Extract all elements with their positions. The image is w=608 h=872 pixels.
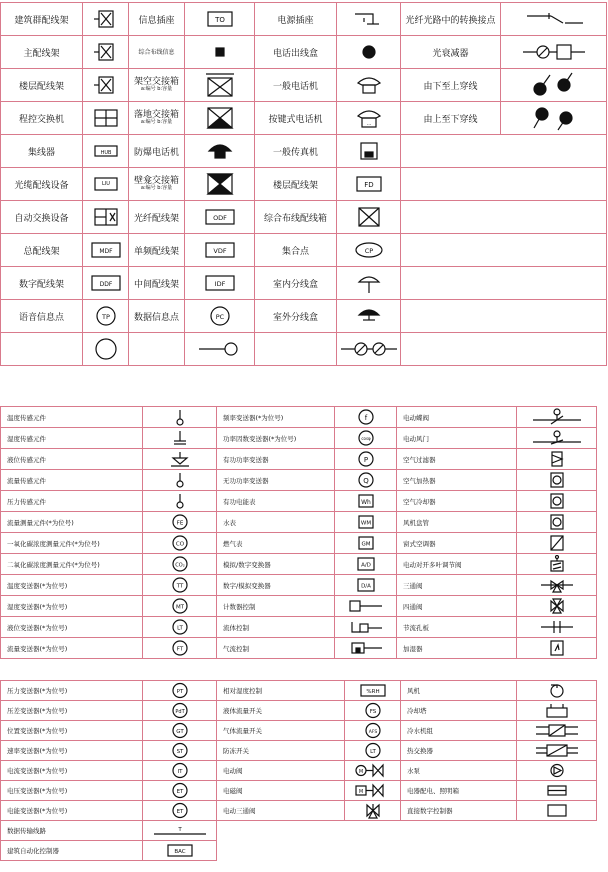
line-circle-icon xyxy=(185,333,255,366)
cell-empty xyxy=(401,135,607,168)
cell-label: 气体流量开关 xyxy=(217,721,345,741)
reactive-power-transmitter-icon xyxy=(335,470,397,491)
cell-label: 温度变送器(*为位号) xyxy=(1,575,143,596)
cell-label: 液位传感元件 xyxy=(1,449,143,470)
motorized-butterfly-valve-icon xyxy=(517,407,597,428)
symbol-text: A/D xyxy=(360,562,371,569)
wire-up-icon xyxy=(501,69,607,102)
co-icon xyxy=(143,533,217,554)
symbol-text: TO xyxy=(214,16,225,24)
cell-label: 热交换器 xyxy=(401,741,517,761)
cell-label: 数据传输线路 xyxy=(1,821,143,841)
overhead-cabinet-icon xyxy=(185,69,255,102)
symbol-text: DDF xyxy=(99,281,112,288)
cell-label: 楼层配线架 xyxy=(1,69,83,102)
cell-label: 空气过滤器 xyxy=(397,449,517,470)
fs-icon xyxy=(345,701,401,721)
watt-hour-meter-icon xyxy=(335,491,397,512)
table-row xyxy=(1,102,607,135)
cell-label: 光衰减器 xyxy=(401,36,501,69)
fe-icon xyxy=(143,512,217,533)
cell-label: 电动阀 xyxy=(217,761,345,781)
cell-label: 语音信息点 xyxy=(1,300,83,333)
mt-icon xyxy=(143,596,217,617)
table-row xyxy=(1,512,597,533)
cell-label: 有功功率变送器 xyxy=(217,449,335,470)
gas-meter-icon xyxy=(335,533,397,554)
wall-cabinet-icon xyxy=(185,168,255,201)
et-icon xyxy=(143,781,217,801)
cell-label: 流量测量元件(*为位号) xyxy=(1,512,143,533)
cell-label: 风机盘管 xyxy=(397,512,517,533)
cell-empty xyxy=(401,201,607,234)
air-cooler-icon xyxy=(517,491,597,512)
fan-coil-icon xyxy=(517,512,597,533)
co2-icon xyxy=(143,554,217,575)
cell-label: 频率变送器(*为位号) xyxy=(217,407,335,428)
cell-label: 功率因数变送器(*为位号) xyxy=(217,428,335,449)
symbol-text: GT xyxy=(175,729,184,735)
cell-label: 流量变送器(*为位号) xyxy=(1,638,143,659)
symbol-text: f xyxy=(364,414,367,422)
symbol-text: ET xyxy=(176,789,183,795)
cell-label: 由上至下穿线 xyxy=(401,102,501,135)
cell-label: 空气加热器 xyxy=(397,470,517,491)
symbol-text: cosφ xyxy=(360,436,371,441)
symbol-text: PC xyxy=(215,313,224,321)
cell-label: 数字配线架 xyxy=(1,267,83,300)
symbol-text: LT xyxy=(369,749,376,755)
cell-label: 窗式空调器 xyxy=(397,533,517,554)
chiller-icon xyxy=(517,721,597,741)
cell-label: 流量传感元件 xyxy=(1,470,143,491)
cell-label: 数据信息点 xyxy=(129,300,185,333)
symbol-text: CO xyxy=(175,541,184,548)
pt-icon xyxy=(143,681,217,701)
pc-icon xyxy=(185,300,255,333)
cell-label: 电动三通阀 xyxy=(217,801,345,821)
cell-empty xyxy=(217,821,597,841)
filled-square-icon xyxy=(185,36,255,69)
cell-label: 气流控制 xyxy=(217,638,335,659)
symbol-text: M xyxy=(358,789,363,795)
table-row xyxy=(1,428,597,449)
liu-icon xyxy=(83,168,129,201)
cell-label: 有功电能表 xyxy=(217,491,335,512)
idf-icon xyxy=(185,267,255,300)
orifice-plate-icon xyxy=(517,617,597,638)
table-row xyxy=(1,267,607,300)
hub-icon xyxy=(83,135,129,168)
table-row xyxy=(1,781,597,801)
cell-empty xyxy=(217,841,597,861)
cell-label: 综合布线配线箱 xyxy=(255,201,337,234)
table-row xyxy=(1,701,597,721)
temperature-sensor-icon xyxy=(143,407,217,428)
table-row xyxy=(1,841,597,861)
cell-label: 温度传感元件 xyxy=(1,407,143,428)
cell-label: 中间配线架 xyxy=(129,267,185,300)
telephone-icon xyxy=(337,69,401,102)
cell-label: 一般电话机 xyxy=(255,69,337,102)
cell-label: 水泵 xyxy=(401,761,517,781)
solenoid-valve-icon xyxy=(345,781,401,801)
cell-label: 单频配线架 xyxy=(129,234,185,267)
cell-label: 数字/模拟变换器 xyxy=(217,575,335,596)
cell-label: 电动对开多叶调节阀 xyxy=(397,554,517,575)
st-icon xyxy=(143,741,217,761)
et-icon xyxy=(143,801,217,821)
cell-label: 电动风门 xyxy=(397,428,517,449)
distribution-frame-icon xyxy=(83,3,129,36)
table-row xyxy=(1,638,597,659)
fiber-connection-icon xyxy=(501,3,607,36)
fluid-control-icon xyxy=(335,617,397,638)
symbol-text: BAC xyxy=(173,849,186,855)
table-row xyxy=(1,69,607,102)
cell-empty xyxy=(401,234,607,267)
cell-label: 水表 xyxy=(217,512,335,533)
cell-label: 冷水机组 xyxy=(401,721,517,741)
flow-sensor-icon xyxy=(143,470,217,491)
cell-label: 防爆电话机 xyxy=(129,135,185,168)
counter-control-icon xyxy=(335,596,397,617)
cell-label: 电压变送器(*为位号) xyxy=(1,781,143,801)
symbol-text: FT xyxy=(176,646,183,653)
cell-label: 燃气表 xyxy=(217,533,335,554)
indoor-junction-icon xyxy=(337,267,401,300)
ft-icon xyxy=(143,638,217,659)
cell-label: 电源插座 xyxy=(255,3,337,36)
symbol-text: ODF xyxy=(212,214,227,222)
fan-icon xyxy=(517,681,597,701)
table-row xyxy=(1,681,597,701)
telecom-symbol-table xyxy=(0,2,607,366)
pressure-sensor-icon xyxy=(143,491,217,512)
cell-label: 建筑自动化控制器 xyxy=(1,841,143,861)
table-row xyxy=(1,761,597,781)
ad-converter-icon xyxy=(335,554,397,575)
distribution-frame-icon xyxy=(83,36,129,69)
table-row xyxy=(1,168,607,201)
humidity-sensor-icon xyxy=(143,428,217,449)
table-row xyxy=(1,617,597,638)
symbol-text: WM xyxy=(360,520,371,527)
cell-label: 压力传感元件 xyxy=(1,491,143,512)
tt-icon xyxy=(143,575,217,596)
cell-label: 液位变送器(*为位号) xyxy=(1,617,143,638)
air-filter-icon xyxy=(517,449,597,470)
cell-empty xyxy=(401,168,607,201)
cell-label: 总配线架 xyxy=(1,234,83,267)
table-row xyxy=(1,135,607,168)
cell-label: 无功功率变送器 xyxy=(217,470,335,491)
symbol-text: ET xyxy=(176,809,183,815)
cell-label: 光纤配线架 xyxy=(129,201,185,234)
motorized-damper-icon xyxy=(517,428,597,449)
svg-text:...: ... xyxy=(366,121,371,127)
cell-label: 架空交接箱 a:编号 b:容量 xyxy=(129,69,185,102)
symbol-text: Q xyxy=(362,477,369,485)
symbol-text: TP xyxy=(101,313,110,321)
bac-icon xyxy=(143,841,217,861)
cell-label: 流体控制 xyxy=(217,617,335,638)
cell-label: 电磁阀 xyxy=(217,781,345,801)
cell-label: 电话出线盒 xyxy=(255,36,337,69)
pdt-icon xyxy=(143,701,217,721)
cell-label: 室外分线盒 xyxy=(255,300,337,333)
distribution-box-icon xyxy=(337,201,401,234)
cell-label: 湿度传感元件 xyxy=(1,428,143,449)
four-way-valve-icon xyxy=(517,596,597,617)
symbol-text: ST xyxy=(176,749,183,755)
symbol-text: CP xyxy=(364,247,373,255)
cell-empty xyxy=(255,333,337,366)
fax-icon xyxy=(337,135,401,168)
symbol-text: MT xyxy=(175,604,184,611)
table-row xyxy=(1,234,607,267)
floor-cabinet-icon xyxy=(185,102,255,135)
distribution-frame-icon xyxy=(83,69,129,102)
it-icon xyxy=(143,761,217,781)
cell-label: 位置变送器(*为位号) xyxy=(1,721,143,741)
cell-label: 综合布线信息 xyxy=(129,36,185,69)
humidifier-icon xyxy=(517,638,597,659)
cell-label: 集线器 xyxy=(1,135,83,168)
table-row xyxy=(1,721,597,741)
symbol-text: FE xyxy=(176,520,183,527)
cell-label: 速率变送器(*为位号) xyxy=(1,741,143,761)
symbol-text: GM xyxy=(360,541,371,548)
pbx-icon xyxy=(83,102,129,135)
table-row xyxy=(1,575,597,596)
outdoor-junction-icon xyxy=(337,300,401,333)
sensor-symbol-table xyxy=(0,406,597,659)
level-sensor-icon xyxy=(143,449,217,470)
table-row xyxy=(1,407,597,428)
table-row xyxy=(1,470,597,491)
power-outlet-icon xyxy=(337,3,401,36)
symbol-text: T xyxy=(177,827,182,833)
telecom-outlet-to-icon xyxy=(185,3,255,36)
explosion-proof-phone-icon xyxy=(185,135,255,168)
odf-icon xyxy=(185,201,255,234)
cell-label: 压差变送器(*为位号) xyxy=(1,701,143,721)
freeze-switch-icon xyxy=(345,741,401,761)
motorized-three-way-valve-icon xyxy=(345,801,401,821)
cell-label: 一般传真机 xyxy=(255,135,337,168)
multi-blade-damper-icon xyxy=(517,554,597,575)
tp-icon xyxy=(83,300,129,333)
cell-empty xyxy=(401,300,607,333)
table-row xyxy=(1,554,597,575)
cell-empty xyxy=(129,333,185,366)
symbol-text: Wh xyxy=(360,499,371,506)
cell-label: 四通阀 xyxy=(397,596,517,617)
table-row xyxy=(1,491,597,512)
attenuator-icon xyxy=(501,36,607,69)
cell-label: 压力变送器(*为位号) xyxy=(1,681,143,701)
vdf-icon xyxy=(185,234,255,267)
table-row xyxy=(1,201,607,234)
table-row xyxy=(1,300,607,333)
cell-label: 自动交换设备 xyxy=(1,201,83,234)
table-row xyxy=(1,801,597,821)
cell-label: 节流孔板 xyxy=(397,617,517,638)
frequency-transmitter-icon xyxy=(335,407,397,428)
cell-label: 空气冷却器 xyxy=(397,491,517,512)
cell-label: 直接数字控制器 xyxy=(401,801,517,821)
window-ac-icon xyxy=(517,533,597,554)
keypad-telephone-icon xyxy=(337,102,401,135)
cell-label: 风机 xyxy=(401,681,517,701)
control-symbol-table xyxy=(0,680,597,861)
power-factor-transmitter-icon xyxy=(335,428,397,449)
cell-label: 落地交接箱 a:编号 b:容量 xyxy=(129,102,185,135)
active-power-transmitter-icon xyxy=(335,449,397,470)
symbol-text: CO₂ xyxy=(174,562,185,569)
water-meter-icon xyxy=(335,512,397,533)
symbol-text: PT xyxy=(176,689,183,695)
cell-label: 防冻开关 xyxy=(217,741,345,761)
filled-circle-icon xyxy=(337,36,401,69)
rh-control-icon xyxy=(345,681,401,701)
cell-label: 湿度变送器(*为位号) xyxy=(1,596,143,617)
airflow-control-icon xyxy=(335,638,397,659)
cell-label: 冷却塔 xyxy=(401,701,517,721)
cp-icon xyxy=(337,234,401,267)
cell-label: 信息插座 xyxy=(129,3,185,36)
symbol-text: LIU xyxy=(101,181,110,187)
cell-label: 加湿器 xyxy=(397,638,517,659)
table-row xyxy=(1,36,607,69)
cell-label: 按键式电话机 xyxy=(255,102,337,135)
symbol-text: TT xyxy=(176,583,183,590)
cell-label: 电动蝶阀 xyxy=(397,407,517,428)
distribution-panel-icon xyxy=(517,781,597,801)
cell-label: 室内分线盒 xyxy=(255,267,337,300)
symbol-text: VDF xyxy=(212,247,227,255)
cell-label: 计数器控制 xyxy=(217,596,335,617)
symbol-text: M xyxy=(358,769,363,775)
cell-label: 壁龛交接箱 a:编号 b:容量 xyxy=(129,168,185,201)
cell-label: 相对湿度控制 xyxy=(217,681,345,701)
cell-label: 三通阀 xyxy=(397,575,517,596)
table-row xyxy=(1,333,607,366)
auto-switch-icon xyxy=(83,201,129,234)
cell-empty xyxy=(401,267,607,300)
symbol-text: FS xyxy=(369,709,376,715)
double-attenuator-icon xyxy=(337,333,401,366)
cell-label: 集合点 xyxy=(255,234,337,267)
motorized-valve-icon xyxy=(345,761,401,781)
cell-label: 电流变送器(*为位号) xyxy=(1,761,143,781)
symbol-text: AFS xyxy=(368,730,377,735)
three-way-valve-icon xyxy=(517,575,597,596)
cooling-tower-icon xyxy=(517,701,597,721)
table-row xyxy=(1,821,597,841)
cell-label: 程控交换机 xyxy=(1,102,83,135)
cell-label: 二氧化碳浓度测量元件(*为位号) xyxy=(1,554,143,575)
table-row xyxy=(1,533,597,554)
symbol-text: D/A xyxy=(360,583,371,590)
lt-icon xyxy=(143,617,217,638)
table-row xyxy=(1,596,597,617)
symbol-text: IDF xyxy=(214,280,225,288)
da-converter-icon xyxy=(335,575,397,596)
pump-icon xyxy=(517,761,597,781)
ddf-icon xyxy=(83,267,129,300)
symbol-text: MDF xyxy=(98,248,113,255)
mdf-icon xyxy=(83,234,129,267)
circle-icon xyxy=(83,333,129,366)
cell-label: 光纤光路中的转换接点 xyxy=(401,3,501,36)
cell-label: 主配线架 xyxy=(1,36,83,69)
cell-label: 一氧化碳浓度测量元件(*为位号) xyxy=(1,533,143,554)
table-row xyxy=(1,449,597,470)
gt-icon xyxy=(143,721,217,741)
fd-icon xyxy=(337,168,401,201)
heat-exchanger-icon xyxy=(517,741,597,761)
symbol-text: FD xyxy=(363,181,374,189)
symbol-text: P xyxy=(363,456,368,464)
cell-label: 楼层配线架 xyxy=(255,168,337,201)
symbol-text: HUB xyxy=(100,150,111,156)
afs-icon xyxy=(345,721,401,741)
cell-empty xyxy=(401,333,607,366)
cell-label: 电器配电、照明箱 xyxy=(401,781,517,801)
symbol-text: IT xyxy=(177,769,182,775)
ddc-icon xyxy=(517,801,597,821)
symbol-text: %RH xyxy=(365,689,380,695)
cell-label: 液体流量开关 xyxy=(217,701,345,721)
data-line-icon xyxy=(143,821,217,841)
table-row xyxy=(1,741,597,761)
symbol-text: LT xyxy=(176,625,183,632)
air-heater-icon xyxy=(517,470,597,491)
symbol-text: PdT xyxy=(174,709,185,715)
wire-down-icon xyxy=(501,102,607,135)
cell-label: 电能变送器(*为位号) xyxy=(1,801,143,821)
table-row xyxy=(1,3,607,36)
cell-label: 建筑群配线架 xyxy=(1,3,83,36)
cell-label: 光缆配线设备 xyxy=(1,168,83,201)
cell-empty xyxy=(1,333,83,366)
cell-label: 模拟/数字变换器 xyxy=(217,554,335,575)
cell-label: 由下至上穿线 xyxy=(401,69,501,102)
